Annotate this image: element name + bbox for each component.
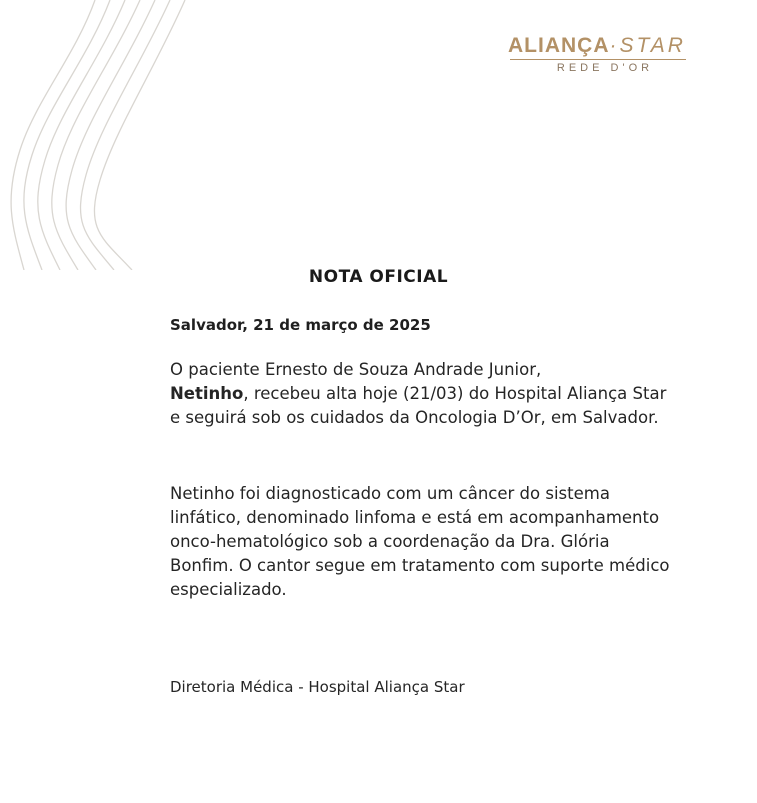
paragraph1-line1: O paciente Ernesto de Souza Andrade Junior,	[170, 360, 542, 379]
date-line: Salvador, 21 de março de 2025	[170, 316, 431, 334]
logo-star-text: STAR	[619, 34, 686, 57]
logo-subtitle: REDE D'OR	[556, 62, 654, 74]
patient-name-bold: Netinho	[170, 384, 244, 403]
paragraph1-rest: , recebeu alta hoje (21/03) do Hospital Aliança Star e seguirá sob os cuidados da Oncologia D’Or, em Salvador.	[170, 384, 667, 427]
signature-line: Diretoria Médica - Hospital Aliança Star	[170, 678, 465, 696]
paragraph-discharge	[170, 358, 670, 430]
logo-wordmark: ALIANÇA·STAR	[508, 34, 686, 57]
hospital-logo	[508, 34, 688, 75]
decorative-wave-lines	[0, 0, 210, 270]
paragraph-diagnosis: Netinho foi diagnosticado com um câncer do sistema linfático, denominado linfoma e está em acompanhamento onco-hematológico sob a coordenação da Dra. Glória Bonfim. O cantor segue em tratamento com suporte médico especializado.	[170, 484, 670, 599]
logo-divider	[510, 59, 686, 60]
logo-main-text: ALIANÇA	[508, 34, 610, 57]
document-title: NOTA OFICIAL	[308, 267, 449, 287]
